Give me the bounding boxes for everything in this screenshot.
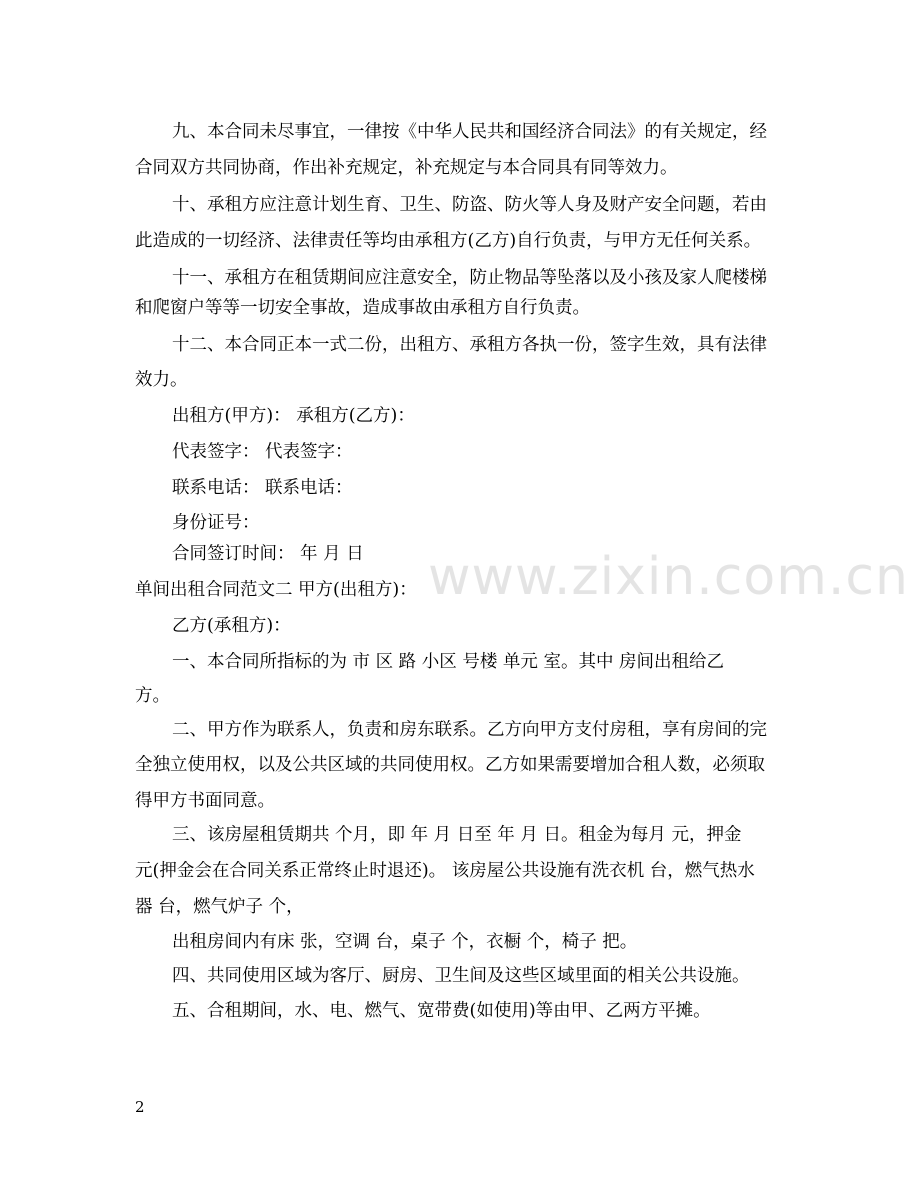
text-line: 二、甲方作为联系人，负责和房东联系。乙方向甲方支付房租，享有房间的完: [172, 720, 767, 740]
text-line: 九、本合同未尽事宜，一律按《中华人民共和国经济合同法》的有关规定，经: [172, 122, 767, 142]
text-line: 四、共同使用区域为客厅、厨房、卫生间及这些区域里面的相关公共设施。: [172, 966, 750, 986]
text-line: 三、该房屋租赁期共 个月，即 年 月 日至 年 月 日。租金为每月 元，押金: [172, 825, 742, 845]
text-line: 五、合租期间，水、电、燃气、宽带费(如使用)等由甲、乙两方平摊。: [172, 1001, 711, 1021]
section-heading: 单间出租合同范文二 甲方(出租方)：: [135, 580, 417, 600]
text-line: 代表签字： 代表签字：: [172, 442, 353, 462]
text-line: 得甲方书面同意。: [135, 791, 275, 811]
text-line: 器 台，燃气炉子 个，: [135, 897, 304, 917]
text-line: 十、承租方应注意计划生育、卫生、防盗、防火等人身及财产安全问题，若由: [172, 195, 767, 215]
text-line: 方。: [135, 686, 170, 706]
text-line: 出租房间内有床 张，空调 台，桌子 个，衣橱 个，椅子 把。: [172, 932, 638, 952]
text-line: 和爬窗户等等一切安全事故，造成事故由承租方自行负责。: [135, 298, 590, 318]
text-line: 十一、承租方在租赁期间应注意安全，防止物品等坠落以及小孩及家人爬楼梯: [172, 268, 767, 288]
text-line: 乙方(承租方)：: [172, 616, 291, 636]
text-line: 一、本合同所指标的为 市 区 路 小区 号楼 单元 室。其中 房间出租给乙: [172, 652, 724, 672]
text-line: 全独立使用权，以及公共区域的共同使用权。乙方如果需要增加合租人数，必须取: [135, 755, 765, 775]
text-line: 十二、本合同正本一式二份，出租方、承租方各执一份，签字生效，具有法律: [172, 335, 767, 355]
text-line: 元(押金会在合同关系正常终止时退还)。 该房屋公共设施有洗衣机 台，燃气热水: [135, 861, 755, 881]
watermark: www.zixin.com.cn: [428, 547, 909, 607]
text-line: 联系电话： 联系电话：: [172, 478, 353, 498]
text-line: 身份证号：: [172, 513, 260, 533]
text-line: 出租方(甲方)： 承租方(乙方)：: [172, 406, 415, 426]
text-line: 效力。: [135, 370, 188, 390]
text-line: 合同双方共同协商，作出补充规定，补充规定与本合同具有同等效力。: [135, 158, 678, 178]
text-line: 合同签订时间： 年 月 日: [172, 544, 364, 564]
text-line: 此造成的一切经济、法律责任等均由承租方(乙方)自行负责，与甲方无任何关系。: [135, 231, 762, 251]
page-number: 2: [135, 1098, 145, 1116]
